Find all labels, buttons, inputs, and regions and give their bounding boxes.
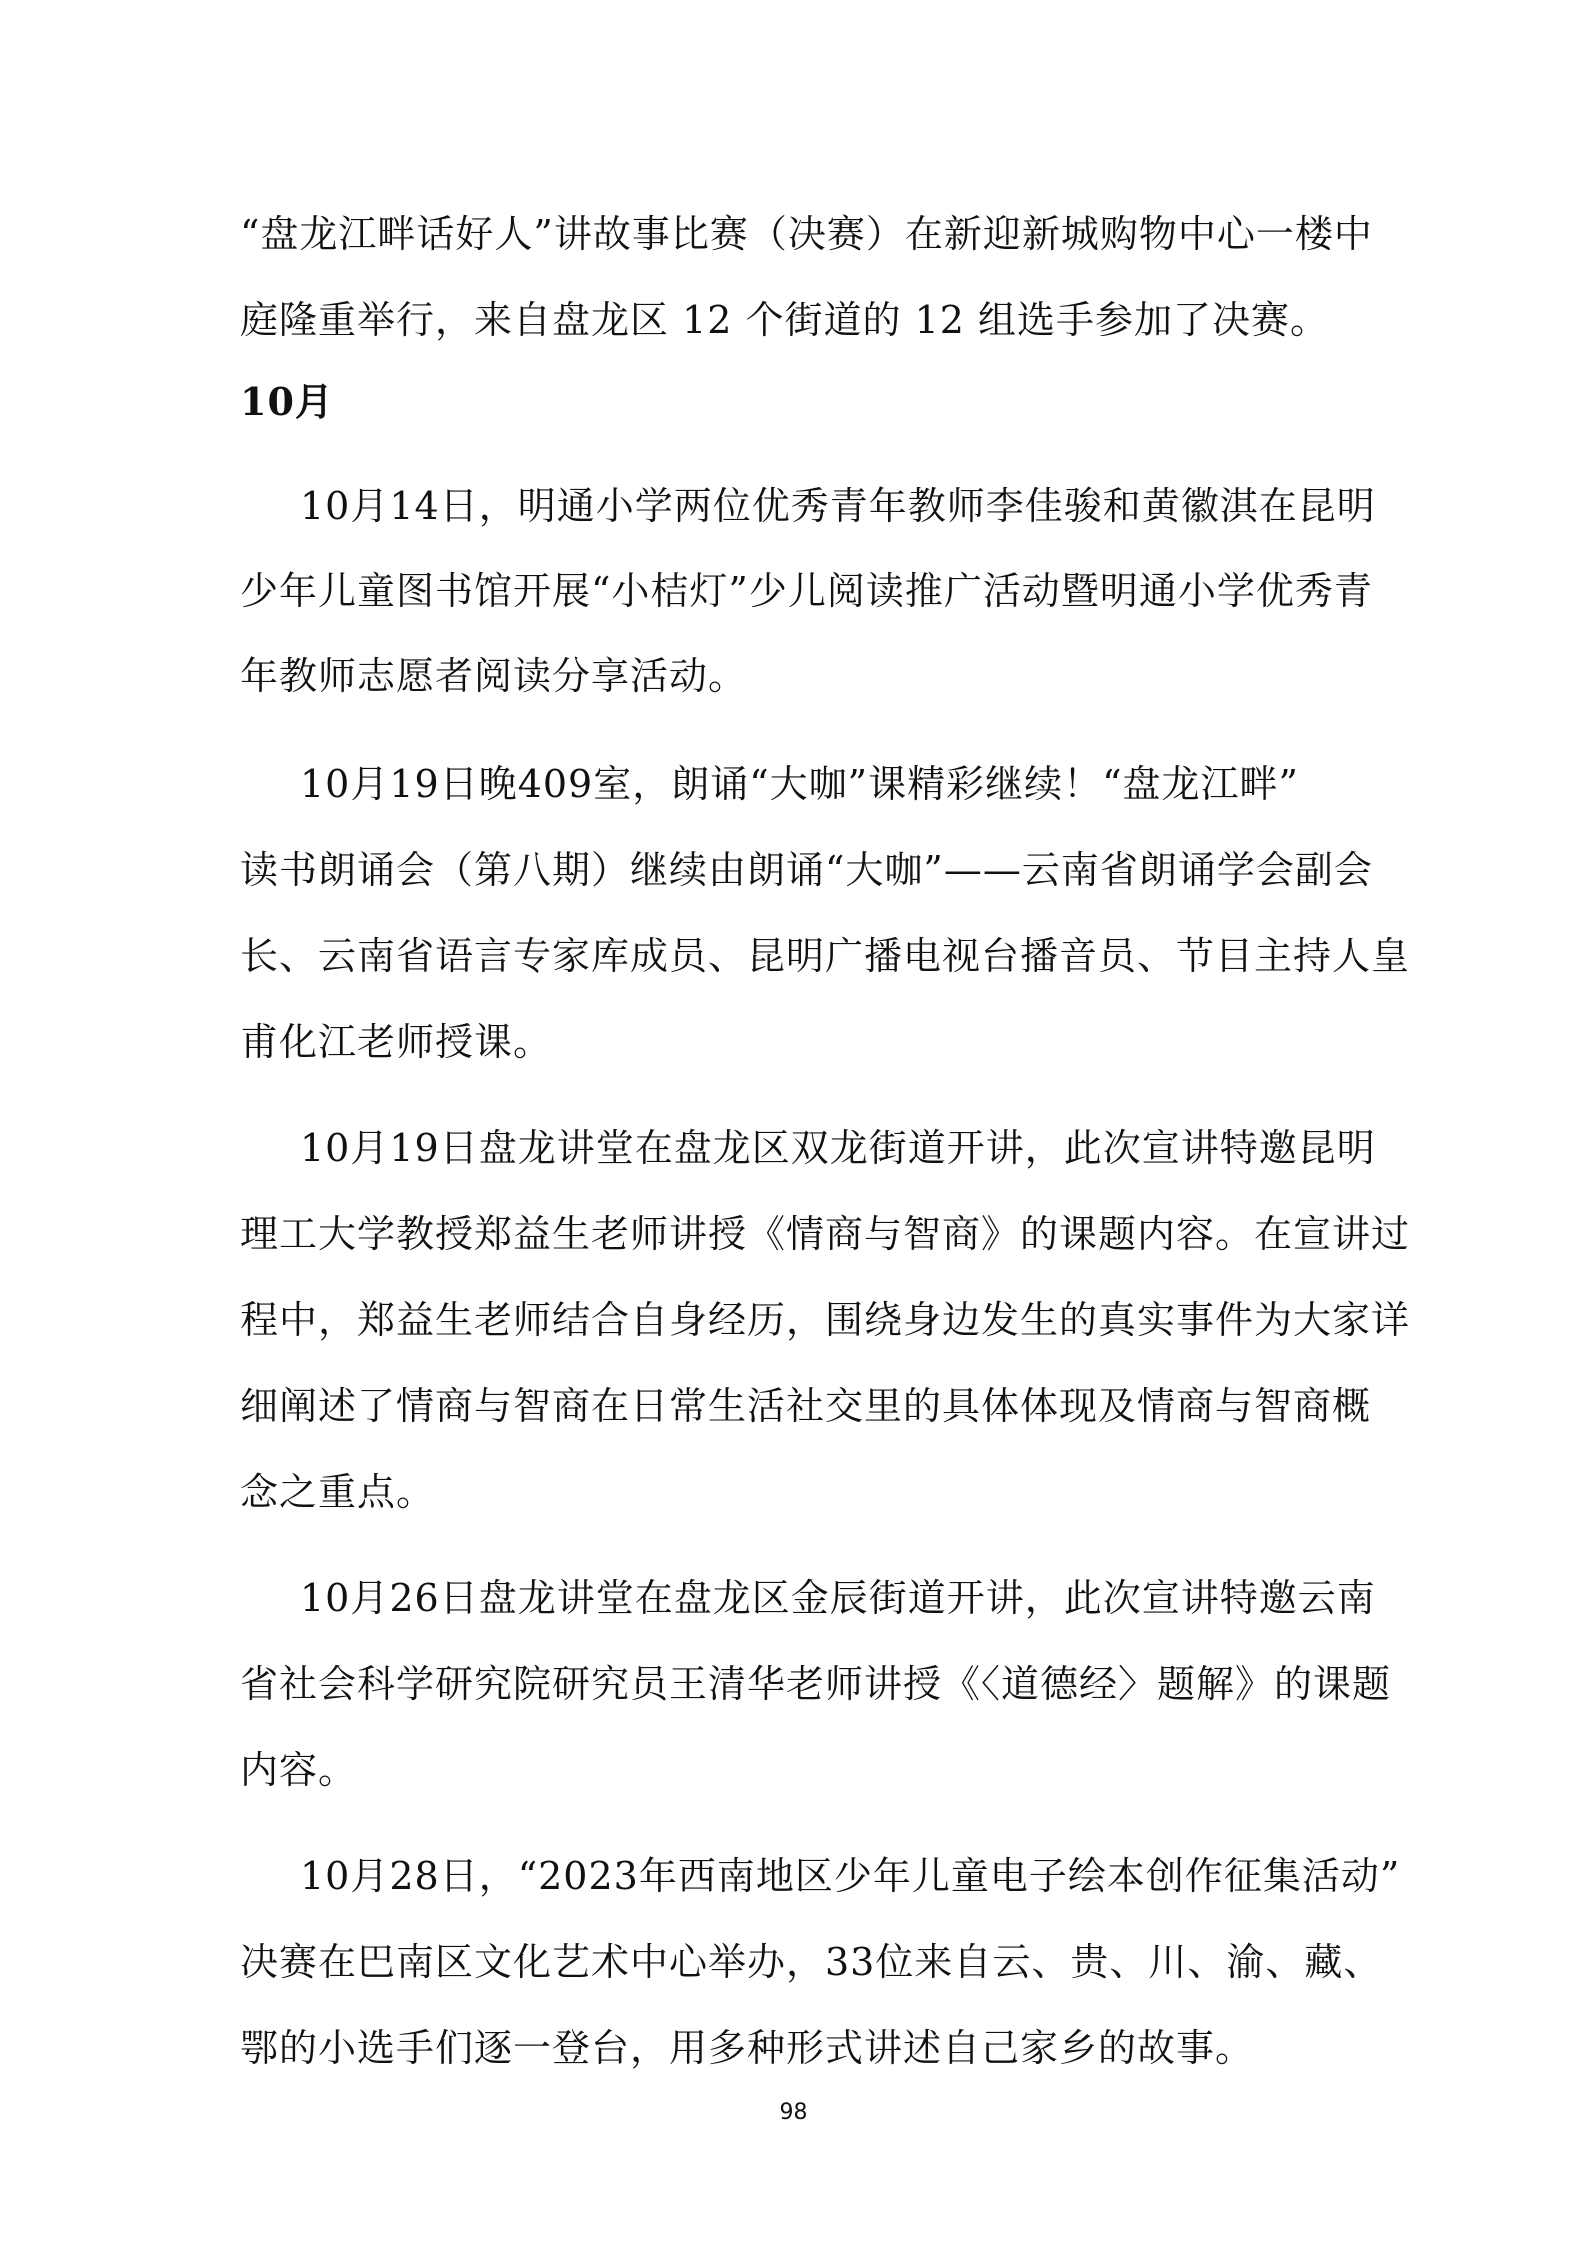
entry-oct19a-line-4: 甫化江老师授课。 [240,1020,553,1064]
entry-oct19b-line-2: 理工大学教授郑益生老师讲授《情商与智商》的课题内容。在宣讲过 [240,1212,1411,1256]
entry-oct28-line-3: 鄂的小选手们逐一登台，用多种形式讲述自己家乡的故事。 [240,2026,1255,2070]
entry-oct26-line-2: 省社会科学研究院研究员王清华老师讲授《〈道德经〉题解》的课题 [240,1662,1392,1706]
entry-oct28-line-1: 10月28日，“2023年西南地区少年儿童电子绘本创作征集活动” [300,1854,1401,1898]
intro-line-1: “盘龙江畔话好人”讲故事比赛（决赛）在新迎新城购物中心一楼中 [240,212,1373,256]
entry-oct28-line-2: 决赛在巴南区文化艺术中心举办，33位来自云、贵、川、渝、藏、 [240,1940,1383,1984]
entry-oct19b-line-4: 细阐述了情商与智商在日常生活社交里的具体体现及情商与智商概 [240,1384,1372,1428]
entry-oct26-line-3: 内容。 [240,1748,358,1792]
entry-oct14-line-2: 少年儿童图书馆开展“小桔灯”少儿阅读推广活动暨明通小学优秀青 [240,569,1373,613]
entry-oct19b-line-1: 10月19日盘龙讲堂在盘龙区双龙街道开讲，此次宣讲特邀昆明 [300,1126,1376,1170]
entry-oct26-line-1: 10月26日盘龙讲堂在盘龙区金辰街道开讲，此次宣讲特邀云南 [300,1576,1376,1620]
entry-oct19a-line-2: 读书朗诵会（第八期）继续由朗诵“大咖”——云南省朗诵学会副会 [240,848,1373,892]
section-heading-october: 10月 [240,379,334,424]
entry-oct14-line-3: 年教师志愿者阅读分享活动。 [240,654,748,698]
entry-oct19a-line-1: 10月19日晚409室，朗诵“大咖”课精彩继续！“盘龙江畔” [300,762,1299,806]
entry-oct19b-line-3: 程中，郑益生老师结合自身经历，围绕身边发生的真实事件为大家详 [240,1298,1411,1342]
entry-oct19a-line-3: 长、云南省语言专家库成员、昆明广播电视台播音员、节目主持人皇 [240,934,1411,978]
page-number: 98 [779,2100,808,2125]
entry-oct14-line-1: 10月14日，明通小学两位优秀青年教师李佳骏和黄徽淇在昆明 [300,484,1376,528]
entry-oct19b-line-5: 念之重点。 [240,1470,436,1514]
intro-line-2: 庭隆重举行，来自盘龙区 12 个街道的 12 组选手参加了决赛。 [240,298,1330,342]
